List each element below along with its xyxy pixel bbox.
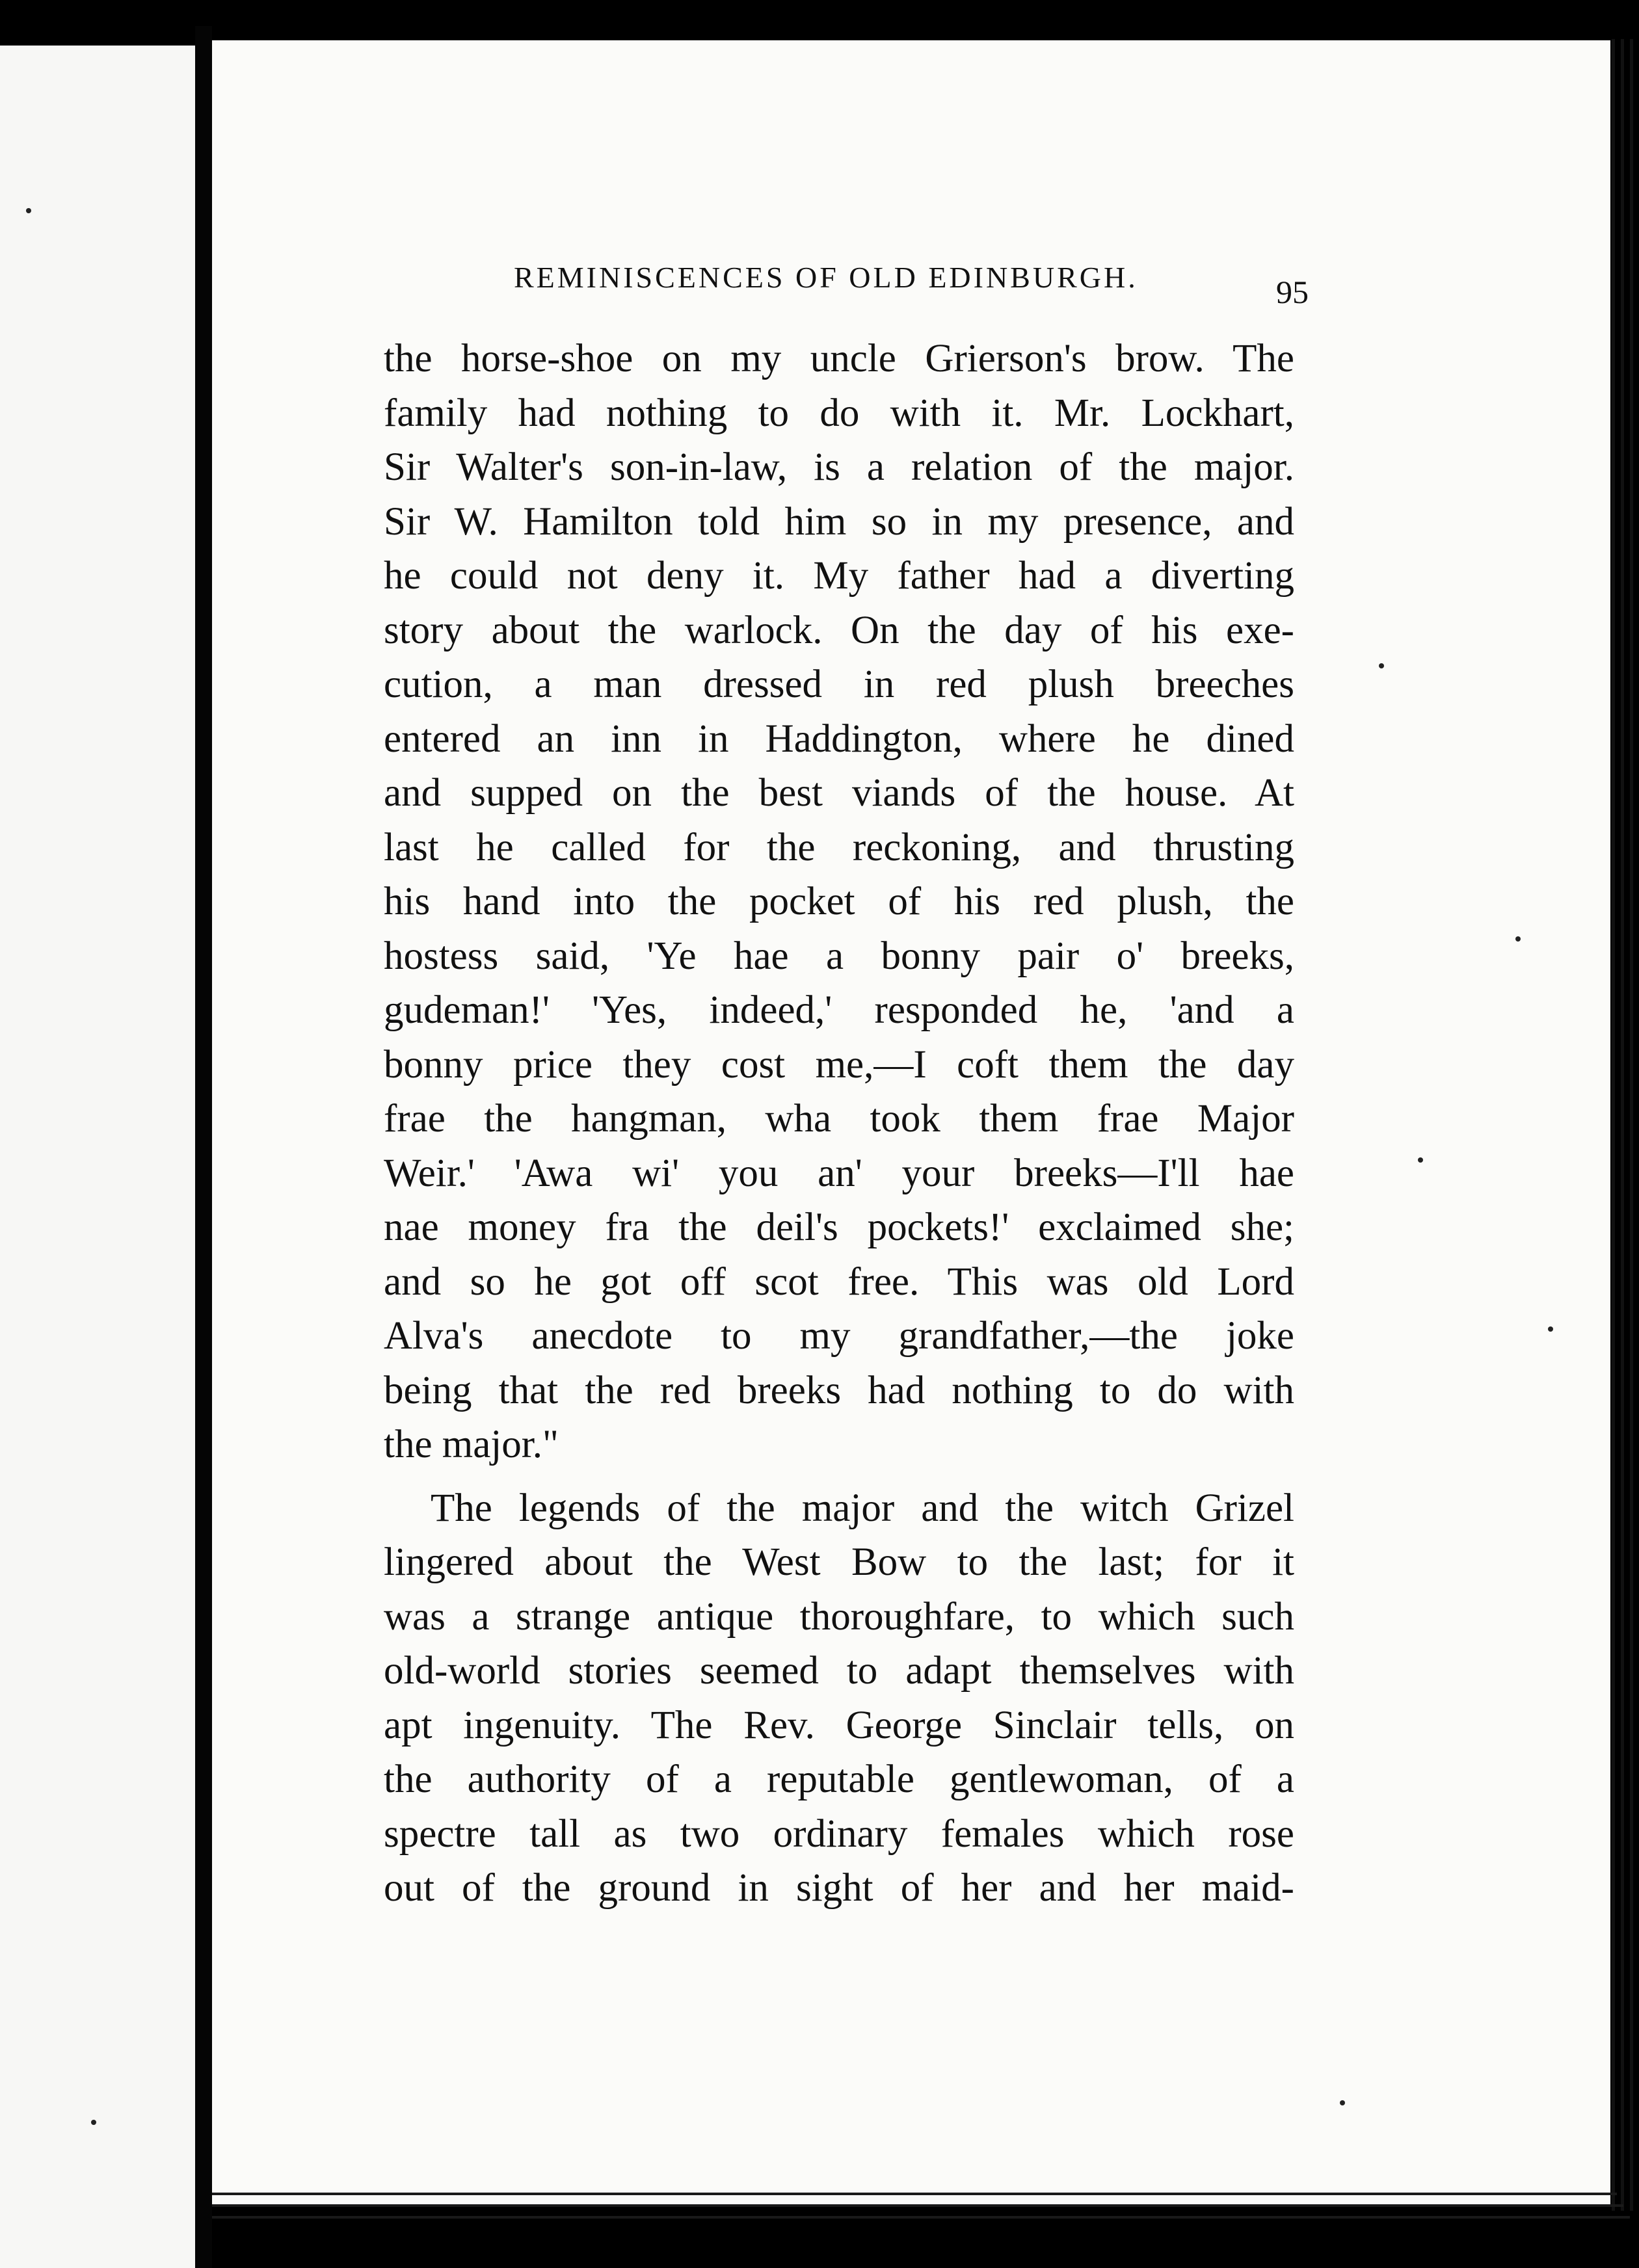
text-line: the authority of a reputable gentlewoman, of a bbox=[384, 1758, 1294, 1801]
bottom-edge-line bbox=[212, 2216, 1630, 2219]
print-speck bbox=[26, 208, 31, 213]
text-line: frae the hangman, wha took them frae Major bbox=[384, 1097, 1294, 1141]
text-line: Sir Walter's son-in-law, is a relation of the major. bbox=[384, 445, 1294, 489]
print-speck bbox=[91, 2120, 96, 2125]
text-line: lingered about the West Bow to the last; for it bbox=[384, 1540, 1294, 1584]
print-speck bbox=[1340, 2100, 1345, 2105]
bottom-edge-line bbox=[212, 2193, 1617, 2195]
page-edge-line bbox=[1630, 39, 1633, 2211]
text-line: family had nothing to do with it. Mr. Lockhart, bbox=[384, 391, 1294, 435]
text-line: his hand into the pocket of his red plush, the bbox=[384, 880, 1294, 923]
text-line: the horse-shoe on my uncle Grierson's brow. The bbox=[384, 337, 1294, 380]
print-speck bbox=[1418, 1157, 1423, 1163]
text-line: cution, a man dressed in red plush breeches bbox=[384, 663, 1294, 706]
text-line: last he called for the reckoning, and thrusting bbox=[384, 825, 1294, 869]
text-line: hostess said, 'Ye hae a bonny pair o' breeks, bbox=[384, 934, 1294, 978]
text-line: he could not deny it. My father had a diverting bbox=[384, 554, 1294, 598]
page-edge-line bbox=[1612, 39, 1615, 2211]
text-line: old-world stories seemed to adapt themselves with bbox=[384, 1649, 1294, 1693]
text-line: out of the ground in sight of her and her maid- bbox=[384, 1866, 1294, 1910]
print-speck bbox=[1548, 1326, 1553, 1332]
paragraph-gap bbox=[384, 1472, 1294, 1481]
text-line: gudeman!' 'Yes, indeed,' responded he, 'and a bbox=[384, 988, 1294, 1032]
bottom-edge-line bbox=[212, 2204, 1623, 2207]
text-line: The legends of the major and the witch Grizel bbox=[431, 1486, 1294, 1530]
text-line: apt ingenuity. The Rev. George Sinclair tells, on bbox=[384, 1703, 1294, 1747]
adjacent-left-page bbox=[0, 46, 195, 2268]
print-speck bbox=[1515, 936, 1521, 942]
text-line: Sir W. Hamilton told him so in my presence, and bbox=[384, 499, 1294, 544]
running-header: REMINISCENCES OF OLD EDINBURGH. bbox=[514, 261, 1138, 294]
text-line: Weir.' 'Awa wi' you an' your breeks—I'll hae bbox=[384, 1151, 1294, 1195]
text-line: spectre tall as two ordinary females which rose bbox=[384, 1812, 1294, 1856]
body-text bbox=[384, 332, 1294, 1916]
text-line: entered an inn in Haddington, where he dined bbox=[384, 717, 1294, 761]
text-line: story about the warlock. On the day of his exe- bbox=[384, 608, 1294, 652]
text-line: nae money fra the deil's pockets!' exclaimed she; bbox=[384, 1206, 1294, 1249]
binding-gutter bbox=[195, 26, 212, 2268]
page-edge-line bbox=[1621, 39, 1624, 2211]
text-line: being that the red breeks had nothing to do with bbox=[384, 1368, 1294, 1412]
text-line: Alva's anecdote to my grandfather,—the joke bbox=[384, 1314, 1294, 1358]
text-line: bonny price they cost me,—I coft them the day bbox=[384, 1042, 1294, 1087]
page-number: 95 bbox=[1276, 274, 1309, 310]
text-line: the major." bbox=[384, 1423, 559, 1466]
text-line: was a strange antique thoroughfare, to which such bbox=[384, 1594, 1294, 1639]
print-speck bbox=[1379, 663, 1384, 668]
text-line: and supped on the best viands of the house. At bbox=[384, 771, 1294, 815]
text-line: and so he got off scot free. This was old Lord bbox=[384, 1259, 1294, 1304]
